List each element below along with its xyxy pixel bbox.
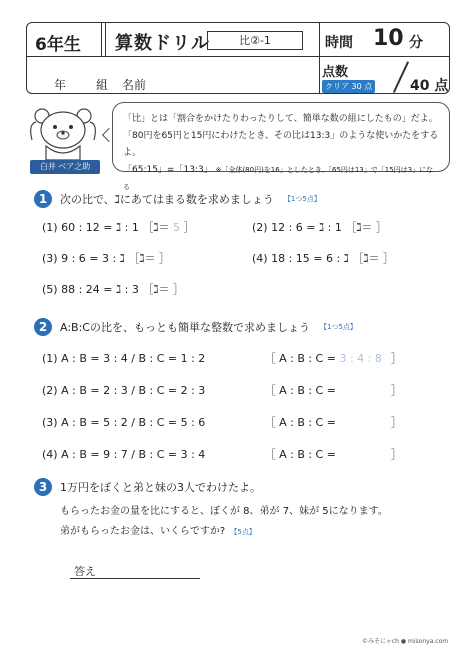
time-unit: 分 — [409, 35, 423, 51]
section-3-line-2: もらったお金の量を比にすると、ぼくが 8、弟が 7、妹が 5になります。 — [60, 506, 388, 517]
answer-hint: 3 : 4 : 8 — [339, 352, 382, 365]
intro-line-3-note: ※「全体(80円)を16」としたとき、「65円は13」で「15円は3」になる — [123, 166, 434, 191]
total-points: 40 点 — [410, 78, 449, 94]
time-row — [319, 23, 449, 57]
unit-box: 比②-1 — [207, 31, 303, 50]
name-fields — [54, 76, 66, 93]
class-field-label: 組 — [96, 78, 109, 92]
section-2-instruction: A:B:Cの比を、もっとも簡単な整数で求めましょう — [60, 321, 310, 334]
intro-line-1: 「比」とは「割合をかけたりわったりして、簡単な数の組にしたもの」だよ。 — [123, 114, 438, 124]
worksheet-header — [26, 22, 450, 94]
answer-label: 答え — [74, 565, 96, 578]
header-title-row — [27, 23, 319, 57]
grade-label: 6年生 — [35, 35, 81, 55]
question-2-3: (3) A : B = 5 : 2 / B : C = 5 : 6 ［ A : B : C = ］ — [42, 416, 402, 429]
class-field — [96, 76, 108, 93]
time-value: 10 — [373, 26, 404, 51]
question-1-5: (5) 88 : 24 = ℷ : 3 ［ℷ＝ ］ — [42, 283, 184, 296]
section-2-heading — [34, 318, 357, 336]
question-1-2: (2) 12 : 6 = ℷ : 1 ［ℷ＝ ］ — [252, 221, 387, 234]
time-label: 時間 — [325, 35, 353, 51]
name-field-label: 名前 — [122, 78, 147, 92]
answer-line[interactable] — [70, 578, 200, 579]
question-1-1: (1) 60 : 12 = ℷ : 1 ［ℷ＝ 5 ］ — [42, 221, 195, 234]
score-label: 点数 — [322, 65, 349, 80]
clear-badge: クリア 30 点 — [322, 80, 375, 93]
section-1-points: 【1つ5点】 — [283, 195, 321, 203]
year-field-label: 年 — [54, 78, 67, 92]
intro-speech-bubble — [112, 102, 450, 191]
question-2-1: (1) A : B = 3 : 4 / B : C = 1 : 2 ［ A : B : C = 3 : 4 : 8 ］ — [42, 352, 402, 365]
question-1-3: (3) 9 : 6 = 3 : ℷ ［ℷ＝ ］ — [42, 252, 170, 265]
section-2-points: 【1つ5点】 — [319, 323, 357, 331]
section-2-number: 2 — [34, 318, 52, 336]
section-3-number: 3 — [34, 478, 52, 496]
mascot-name-label: 白井 ベア之助 — [30, 160, 100, 174]
section-3-heading — [34, 478, 261, 496]
question-2-4: (4) A : B = 9 : 7 / B : C = 3 : 4 ［ A : B : C = ］ — [42, 448, 402, 461]
section-3-line-3: 弟がもらったお金は、いくらですか? 【5点】 — [60, 526, 256, 537]
worksheet-title: 算数ドリル — [115, 33, 210, 54]
answer-hint: 5 — [172, 221, 180, 234]
section-1-instruction: 次の比で、ℷにあてはまる数を求めましょう — [60, 193, 274, 206]
question-1-4: (4) 18 : 15 = 6 : ℷ ［ℷ＝ ］ — [252, 252, 394, 265]
section-1-number: 1 — [34, 190, 52, 208]
question-2-2: (2) A : B = 2 : 3 / B : C = 2 : 3 ［ A : B : C = ］ — [42, 384, 402, 397]
name-field — [122, 76, 146, 93]
intro-line-2: 「80円を65円と15円にわけたとき、その比は13:3」のような使いかたをするよ。 — [123, 131, 439, 158]
intro-line-3-main: 「65:15」=「13:3」 — [123, 165, 213, 175]
section-3-line-1: 1万円をぼくと弟と妹の3人でわけたよ。 — [60, 481, 261, 494]
section-1-heading — [34, 190, 321, 208]
footer-credit: ©みそにゃch ● misonya.com — [362, 638, 449, 645]
section-3-points: 【5点】 — [230, 528, 256, 536]
header-divider — [101, 23, 106, 57]
